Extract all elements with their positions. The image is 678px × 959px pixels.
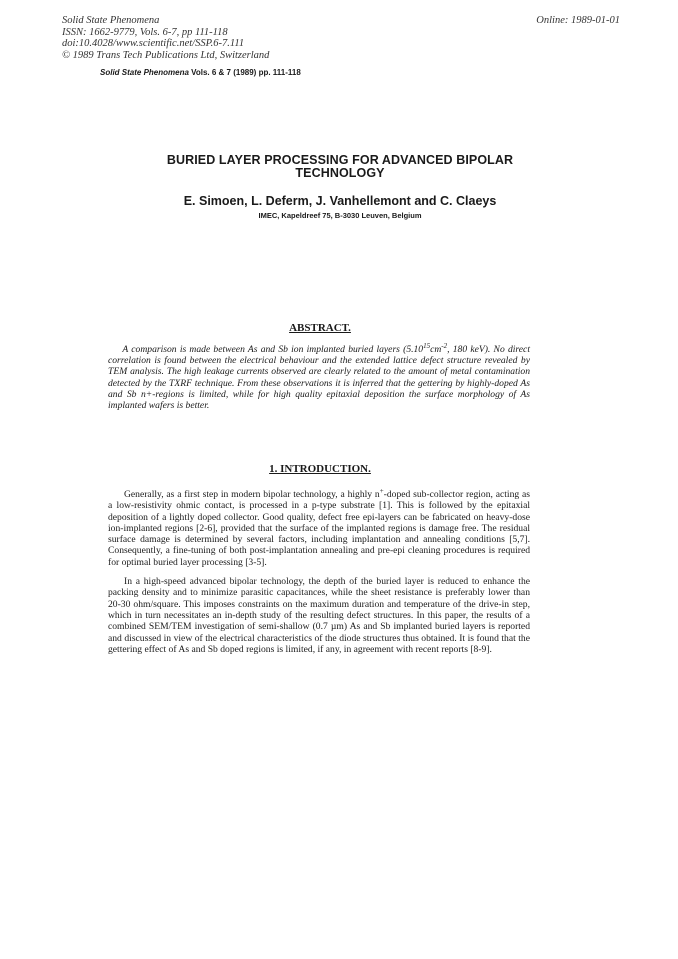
abstract-heading: ABSTRACT.: [289, 322, 351, 334]
intro-p1-sup: +: [379, 486, 384, 495]
volume-pages: Vols. 6 & 7 (1989) pp. 111-118: [188, 68, 301, 77]
journal-name: Solid State Phenomena: [62, 15, 160, 26]
title-line-2: TECHNOLOGY: [295, 166, 385, 180]
citation-header: [62, 15, 269, 61]
abstract-part-3: , 180 keV). No direct correlation is found between the electrical behaviour and the extended lattice defect structure revealed by TEM analysis. The high leakage currents observed are clearly related to the amount of metal contamination detected by the TXRF technique. From these observations it is inferred that the gettering by highly-doped As and Sb n+-regions is limited, while for high quality epitaxial deposition the surface morphology of As implanted wafers is better.: [108, 344, 530, 412]
abstract-text: [108, 341, 530, 412]
paper-title: [80, 154, 600, 180]
introduction-body: [108, 486, 530, 663]
copyright-line: © 1989 Trans Tech Publications Ltd, Switzerland: [62, 49, 270, 61]
authors: E. Simoen, L. Deferm, J. Vanhellemont and C. Claeys: [183, 194, 497, 208]
abstract-sup-1: 15: [423, 341, 431, 350]
abstract-sup-2: -2: [441, 341, 448, 350]
intro-p1-part-a: Generally, as a first step in modern bipolar technology, a highly n: [124, 489, 380, 500]
abstract-part-2: cm: [430, 344, 442, 355]
issn-line: ISSN: 1662-9779, Vols. 6-7, pp 111-118: [62, 26, 228, 38]
volume-journal: Solid State Phenomena: [100, 68, 189, 77]
title-line-1: BURIED LAYER PROCESSING FOR ADVANCED BIPOLAR: [166, 153, 514, 167]
volume-line: [100, 68, 301, 77]
intro-p1-part-b: -doped sub-collector region, acting as a low-resistivity ohmic contact, is processed in a p-type substrate [1]. This is followed by the epitaxial deposition of a lightly doped collector. Good quality, defect free epi-layers can be fabricated on heavy-dose ion-implanted regions [2-6], provided that the surface of the implanted regions is damage free. The residual surface damage is determined by several factors, including implantation and annealing conditions [5,7]. Consequently, a fine-tuning of both post-implantation annealing and pre-epi cleaning procedures is required for optimal buried layer processing [3-5].: [108, 489, 530, 568]
introduction-heading: 1. INTRODUCTION.: [269, 463, 371, 475]
doi-line[interactable]: doi:10.4028/www.scientific.net/SSP.6-7.111: [62, 38, 245, 49]
affiliation: IMEC, Kapeldreef 75, B-3030 Leuven, Belgium: [258, 211, 422, 220]
intro-paragraph-1: [108, 486, 530, 568]
online-date: Online: 1989-01-01: [536, 15, 620, 26]
abstract-part-1: A comparison is made between As and Sb ion implanted buried layers (5.10: [122, 344, 424, 355]
intro-paragraph-2: In a high-speed advanced bipolar technology, the depth of the buried layer is reduced to enhance the packing density and to minimize parasitic capacitances, while the sheet resistance is preferably lower than 20-30 ohm/square. This imposes constraints on the maximum duration and temperature of the drive-in step, which in turn necessitates an in-depth study of the resulting defect structures. In this paper, the results of a combined SEM/TEM investigation of semi-shallow (0.7 µm) As and Sb implanted buried layers is reported and discussed in view of the electrical characteristics of the diode structures thus obtained. It is found that the gettering effect of As and Sb doped regions is limited, if any, in agreement with recent reports [8-9].: [108, 576, 530, 655]
